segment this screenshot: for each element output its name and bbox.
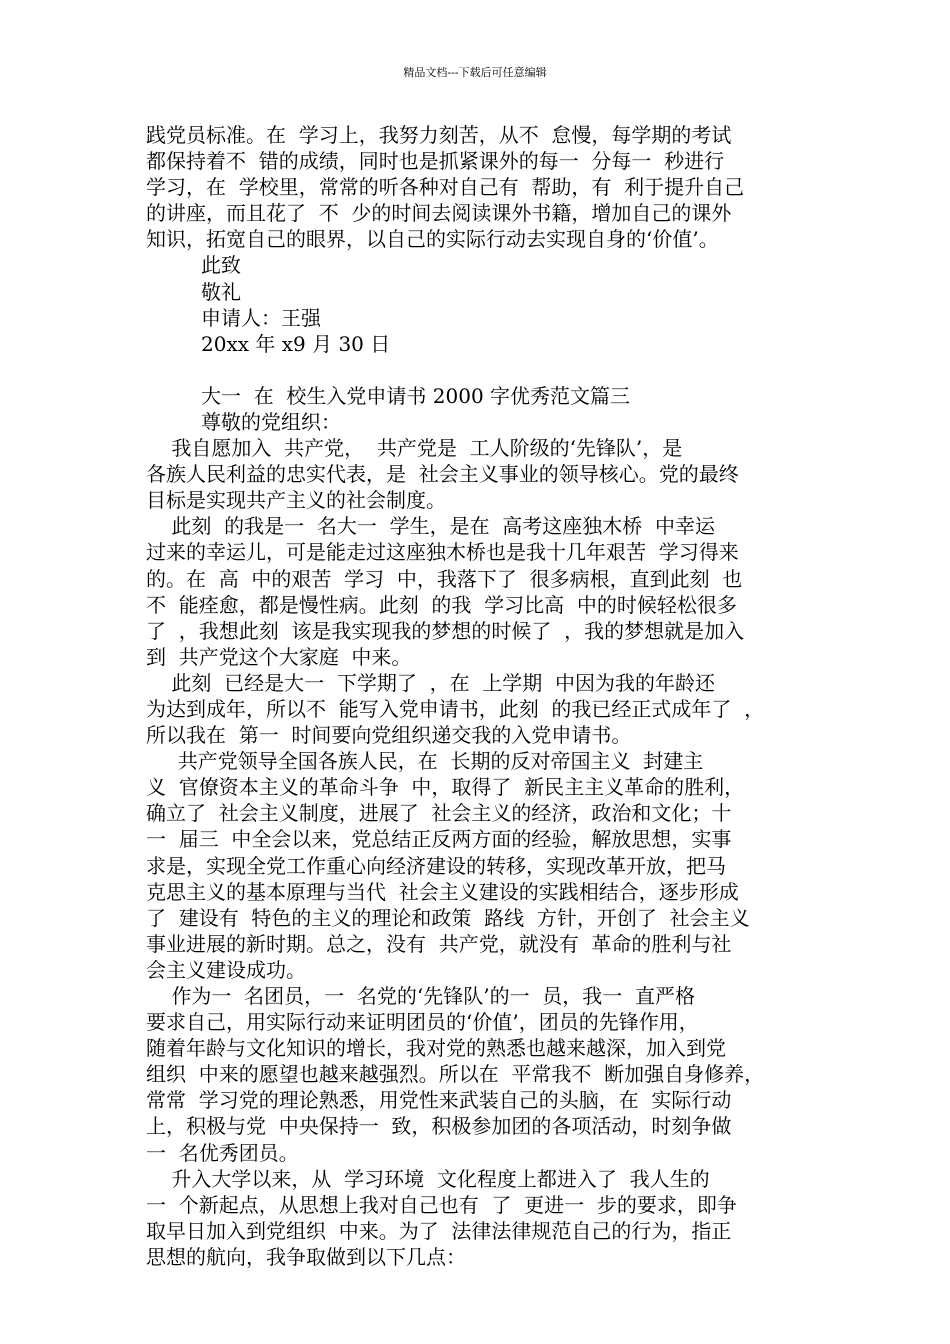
text-line: 求是，实现全党工作重心向经济建设的转移，实现改革开放，把马 (146, 853, 726, 878)
text-line: 的。在 高 中的艰苦 学习 中，我落下了 很多病根，直到此刻 也 (146, 566, 743, 591)
paragraph-block-1 (146, 122, 814, 252)
text-line: 克思主义的基本原理与当代 社会主义建设的实践相结合，逐步形成 (146, 879, 739, 904)
text-line: 常常 学习党的理论熟悉，用党性来武装自己的头脑，在 实际行动 (146, 1088, 732, 1113)
text-line: 所以我在 第一 时间要向党组织递交我的入党申请书。 (146, 723, 632, 748)
text-line: 作为一 名团员，一 名党的‘先锋队’的一 员，我一 直严格 (146, 984, 696, 1008)
text-line: 了 ，我想此刻 该是我实现我的梦想的时候了 ，我的梦想就是加入 (146, 618, 745, 643)
text-line: 到 共产党这个大家庭 中来。 (146, 644, 412, 669)
text-line: 会主义建设成功。 (146, 957, 306, 982)
text-line: 践党员标准。在 学习上，我努力刻苦，从不 怠慢，每学期的考试 (146, 123, 732, 147)
text-line: 一 名优秀团员。 (146, 1140, 299, 1165)
salutation: 尊敬的党组织： (201, 409, 341, 434)
text-line: 过来的幸运儿，可是能走过这座独木桥也是我十几年艰苦 学习得来 (146, 540, 739, 565)
page-header: 精品文档---下载后可任意编辑 (403, 66, 547, 79)
text-line: 都保持着不 错的成绩，同时也是抓紧课外的每一 分每一 秒进行 (146, 149, 725, 174)
text-line: 我自愿加入 共产党， 共产党是 工人阶级的‘先锋队’，是 (146, 436, 683, 461)
text-line: 确立了 社会主义制度，进展了 社会主义的经济，政治和文化；十 (146, 801, 732, 826)
section-3 (146, 383, 814, 1270)
letter-closing (146, 252, 814, 356)
text-line: 取早日加入到党组织 中来。为了 法律法律规范自己的行为，指正 (146, 1218, 732, 1243)
document-body (146, 122, 814, 1270)
text-line: 思想的航向，我争取做到以下几点： (146, 1244, 466, 1269)
text-line: 事业进展的新时期。总之，没有 共产党，就没有 革命的胜利与社 (146, 931, 732, 956)
applicant-line: 申请人：王强 (201, 305, 321, 330)
text-line: 随着年龄与文化知识的增长，我对党的熟悉也越来越深，加入到党 (146, 1036, 726, 1061)
text-line: 上，积极与党 中央保持一 致，积极参加团的各项活动，时刻争做 (146, 1114, 732, 1139)
text-line: 知识，拓宽自己的眼界，以自己的实际行动去实现自身的‘价值’。 (146, 227, 719, 252)
text-line: 一 届三 中全会以来，党总结正反两方面的经验，解放思想，实事 (146, 827, 732, 852)
text-line: 了 建设有 特色的主义的理论和政策 路线 方针，开创了 社会主义 (146, 905, 750, 930)
text-line: 义 官僚资本主义的革命斗争 中，取得了 新民主主义革命的胜利， (146, 775, 745, 800)
text-line: 要求自己，用实际行动来证明团员的‘价值’，团员的先锋作用， (146, 1010, 699, 1035)
closing-line: 此致 (201, 253, 241, 278)
date-line: 20xx 年 x9 月 30 日 (201, 331, 391, 356)
text-line: 此刻 的我是一 名大一 学生，是在 高考这座独木桥 中幸运 (146, 514, 716, 539)
section-title: 大一 在 校生入党申请书 2000 字优秀范文篇三 (201, 383, 631, 408)
text-line: 为达到成年，所以不 能写入党申请书，此刻 的我已经正式成年了 ， (146, 696, 765, 721)
text-line: 目标是实现共产主义的社会制度。 (146, 488, 446, 513)
text-line: 学习，在 学校里，常常的听各种对自己有 帮助，有 利于提升自己 (146, 175, 745, 200)
text-line: 升入大学以来，从 学习环境 文化程度上都进入了 我人生的 (146, 1166, 710, 1191)
text-line: 的讲座，而且花了 不 少的时间去阅读课外书籍，增加自己的课外 (146, 201, 732, 226)
text-line: 此刻 已经是大一 下学期了 ，在 上学期 中因为我的年龄还 (146, 670, 716, 695)
section-body (146, 435, 814, 1270)
text-line: 不 能痊愈，都是慢性病。此刻 的我 学习比高 中的时候轻松很多 (146, 592, 737, 617)
closing-line: 敬礼 (201, 279, 241, 304)
text-line: 组织 中来的愿望也越来越强烈。所以在 平常我不 断加强自身修养， (146, 1062, 765, 1087)
text-line: 共产党领导全国各族人民，在 长期的反对帝国主义 封建主 (146, 749, 704, 774)
text-line: 各族人民利益的忠实代表，是 社会主义事业的领导核心。党的最终 (146, 462, 739, 487)
text-line: 一 个新起点，从思想上我对自己也有 了 更进一 步的要求，即争 (146, 1192, 737, 1217)
spacer (146, 357, 814, 383)
